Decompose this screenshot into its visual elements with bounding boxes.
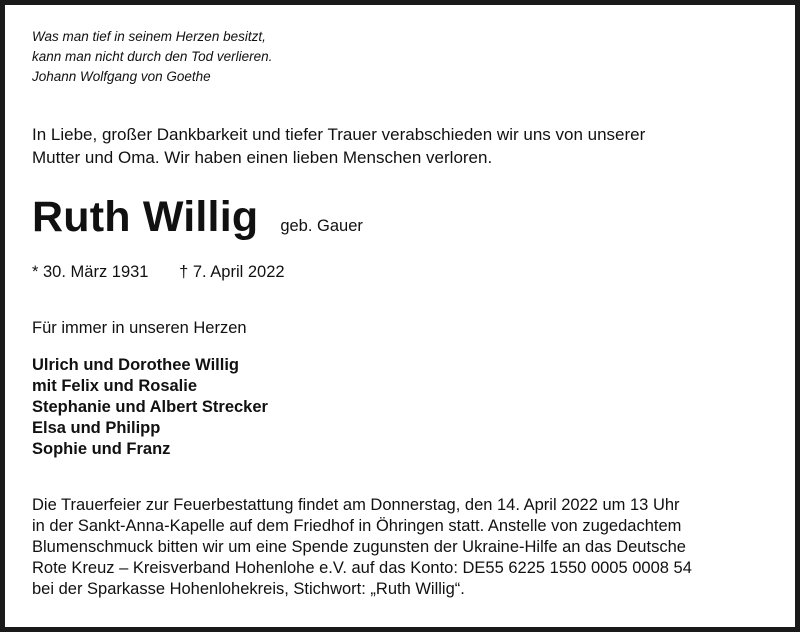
family-member: mit Felix und Rosalie <box>32 377 198 395</box>
intro-line: Mutter und Oma. Wir haben einen lieben Menschen verloren. <box>32 148 493 167</box>
deceased-name-row <box>32 191 363 243</box>
death-date: † 7. April 2022 <box>179 263 285 281</box>
intro-text <box>32 123 772 169</box>
family-member: Stephanie und Albert Strecker <box>32 398 268 416</box>
funeral-line: Die Trauerfeier zur Feuerbestattung findet am Donnerstag, den 14. April 2022 um 13 Uhr <box>32 496 680 514</box>
life-dates <box>32 261 285 283</box>
funeral-line: bei der Sparkasse Hohenlohekreis, Stichwort: „Ruth Willig“. <box>32 580 465 598</box>
deceased-name: Ruth Willig <box>32 193 259 241</box>
family-member: Sophie und Franz <box>32 440 171 458</box>
birth-date: * 30. März 1931 <box>32 263 149 281</box>
maiden-name: geb. Gauer <box>280 217 363 235</box>
family-list <box>32 355 268 460</box>
intro-line: In Liebe, großer Dankbarkeit und tiefer Trauer verabschieden wir uns von unserer <box>32 125 646 144</box>
funeral-details <box>32 495 692 600</box>
family-member: Ulrich und Dorothee Willig <box>32 356 240 374</box>
quote-author: Johann Wolfgang von Goethe <box>32 69 211 84</box>
goethe-quote <box>32 27 272 87</box>
funeral-line: Rote Kreuz – Kreisverband Hohenlohe e.V. auf das Konto: DE55 6225 1550 0005 0008 54 <box>32 559 692 577</box>
family-member: Elsa und Philipp <box>32 419 161 437</box>
funeral-line: Blumenschmuck bitten wir um eine Spende zugunsten der Ukraine-Hilfe an das Deutsche <box>32 538 686 556</box>
quote-line: Was man tief in seinem Herzen besitzt, <box>32 29 266 44</box>
quote-line: kann man nicht durch den Tod verlieren. <box>32 49 273 64</box>
funeral-line: in der Sankt-Anna-Kapelle auf dem Friedhof in Öhringen statt. Anstelle von zugedachtem <box>32 517 682 535</box>
mourning-line: Für immer in unseren Herzen <box>32 319 247 337</box>
